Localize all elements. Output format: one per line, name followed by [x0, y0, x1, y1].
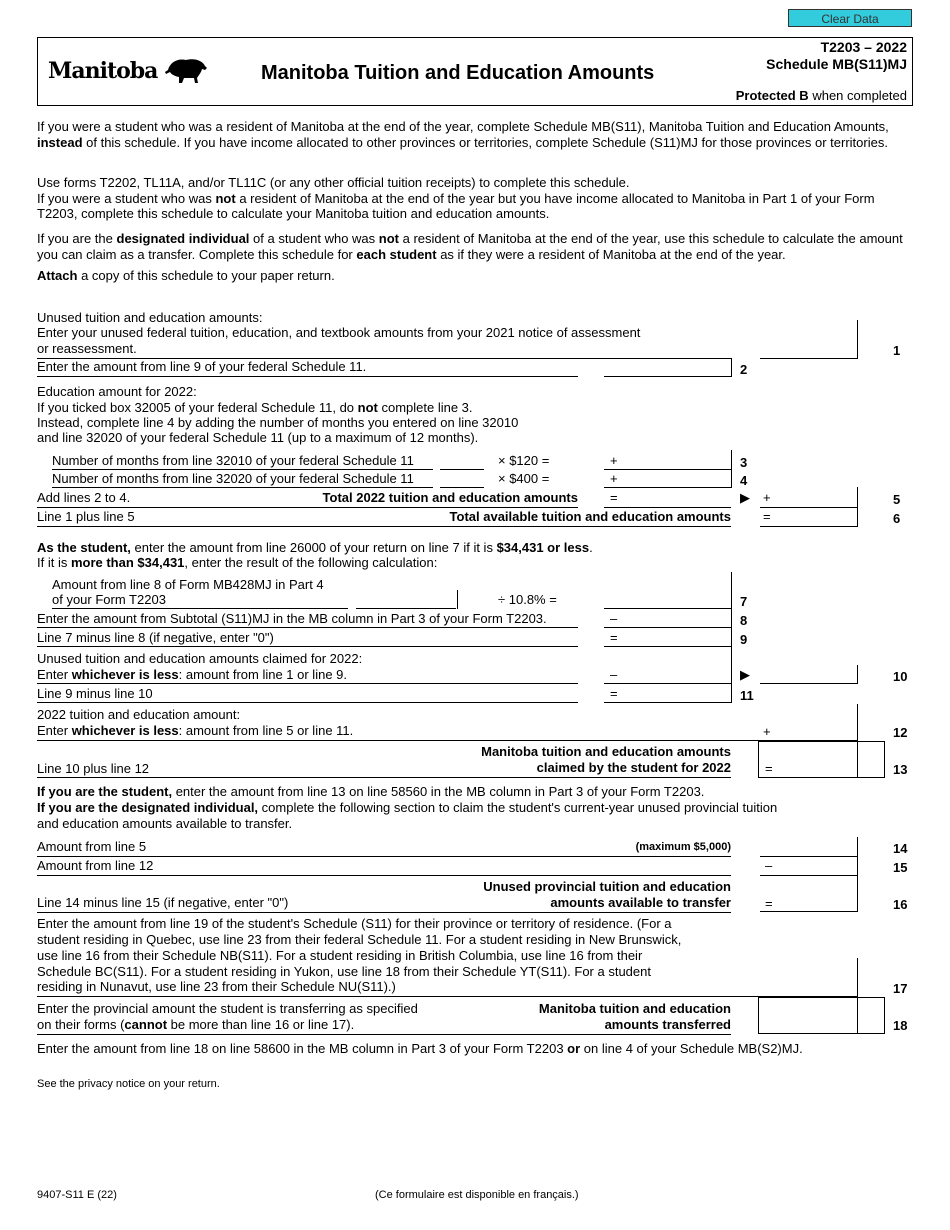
- line2-input[interactable]: [606, 360, 730, 376]
- line4-input[interactable]: [622, 471, 730, 487]
- line13-text: Line 10 plus line 12: [37, 761, 150, 776]
- line3-multiplier: × $120 =: [498, 453, 550, 468]
- line9-input[interactable]: [622, 630, 730, 646]
- line18-input[interactable]: [762, 1015, 855, 1031]
- line14-text: Amount from line 5: [37, 839, 147, 854]
- line7-input[interactable]: [606, 592, 730, 608]
- line15-text: Amount from line 12: [37, 858, 154, 873]
- line10-heading: Unused tuition and education amounts claimed for 2022:: [37, 651, 363, 666]
- form-code: 9407-S11 E (22): [37, 1189, 117, 1201]
- line-number-12: 12: [893, 725, 908, 740]
- line18-text-2: on their forms (cannot be more than line 16 or line 17).: [37, 1017, 355, 1032]
- line5-subtotal-input[interactable]: [622, 490, 730, 506]
- line6-label: Total available tuition and education amounts: [449, 509, 731, 524]
- line4-months-input[interactable]: [442, 471, 482, 487]
- line10-text: Enter whichever is less: amount from line 1 or line 9.: [37, 667, 347, 682]
- line14-input[interactable]: [762, 839, 855, 855]
- line7-divisor: ÷ 10.8% =: [498, 592, 557, 607]
- line15-input[interactable]: [777, 858, 855, 874]
- line-number-11: 11: [740, 688, 754, 703]
- line-number-18: 18: [893, 1018, 908, 1033]
- form-number: T2203 – 2022 Schedule MB(S11)MJ: [766, 39, 907, 72]
- line1-text: Enter your unused federal tuition, education, and textbook amounts from your 2021 notice of assessment: [37, 325, 641, 340]
- line11-input[interactable]: [622, 686, 730, 702]
- education-heading: Education amount for 2022:: [37, 384, 197, 399]
- designated-instruction-1: If you are the student, enter the amount from line 13 on line 58560 in the MB column in Part 3 of your Form T2203.: [37, 784, 705, 799]
- line-number-15: 15: [893, 860, 908, 875]
- line9-text: Line 7 minus line 8 (if negative, enter "0"): [37, 630, 274, 645]
- line16-label: Unused provincial tuition and education: [483, 879, 731, 894]
- protected-b-label: Protected B when completed: [735, 88, 907, 103]
- line-number-8: 8: [740, 613, 748, 628]
- line12-text: Enter whichever is less: amount from line 5 or line 11.: [37, 723, 354, 738]
- line3-input[interactable]: [622, 453, 730, 469]
- line16-input[interactable]: [777, 895, 855, 911]
- line10-subtotal-input[interactable]: [622, 667, 730, 683]
- intro-paragraph-4: Attach a copy of this schedule to your paper return.: [37, 268, 335, 283]
- line12-input[interactable]: [775, 724, 855, 740]
- line17-text-1: Enter the amount from line 19 of the student's Schedule (S11) for their province or territory of residence. (For a: [37, 916, 672, 931]
- line17-text-5: residing in Nunavut, use line 23 from their Schedule NU(S11).): [37, 979, 396, 994]
- clear-data-button[interactable]: Clear Data: [788, 9, 912, 27]
- privacy-notice: See the privacy notice on your return.: [37, 1078, 220, 1090]
- line-number-17: 17: [893, 981, 908, 996]
- line-number-9: 9: [740, 632, 748, 647]
- french-notice: (Ce formulaire est disponible en français.): [375, 1189, 579, 1201]
- line1-input[interactable]: [762, 341, 856, 357]
- education-text-2: Instead, complete line 4 by adding the number of months you entered on line 32010: [37, 415, 519, 430]
- line5-text: Add lines 2 to 4.: [37, 490, 131, 505]
- line-number-4: 4: [740, 473, 748, 488]
- form-title: Manitoba Tuition and Education Amounts: [261, 62, 655, 84]
- line14-max: (maximum $5,000): [635, 841, 731, 853]
- line17-text-4: Schedule BC(S11). For a student residing in Yukon, use line 18 from their Schedule YT(S11). For a student: [37, 964, 651, 979]
- line18-label: Manitoba tuition and education: [538, 1001, 731, 1016]
- bison-icon: [164, 56, 208, 84]
- line4-text: Number of months from line 32020 of your federal Schedule 11: [52, 471, 414, 486]
- education-text-3: and line 32020 of your federal Schedule 11 (up to a maximum of 12 months).: [37, 430, 479, 445]
- student-instruction-2: If it is more than $34,431, enter the result of the following calculation:: [37, 555, 438, 570]
- line-number-7: 7: [740, 594, 748, 609]
- line-number-2: 2: [740, 362, 748, 377]
- form-header: [37, 37, 913, 106]
- designated-instruction-3: and education amounts available to transfer.: [37, 816, 293, 831]
- intro-paragraph-1: If you were a student who was a resident of Manitoba at the end of the year, complete Schedule MB(S11), Manitoba Tuition and Education Amounts, instead of this schedule. If you have income allocated to other provinces or territories, complete Schedule (S11)MJ for those provinces or territories.: [37, 119, 889, 150]
- line7-text-2: of your Form T2203: [52, 592, 166, 607]
- intro-paragraph-3: If you are the designated individual of a student who was not a resident of Manitoba at the end of the year, use this schedule to calculate the amount you can claim as a transfer. Complete this schedule for each student as if they were a resident of Manitoba at the end of the year.: [37, 231, 903, 262]
- line-number-10: 10: [893, 669, 908, 684]
- line13-input[interactable]: [777, 760, 855, 776]
- line16-label-2: amounts available to transfer: [550, 895, 731, 910]
- line8-input[interactable]: [622, 611, 730, 627]
- final-instruction: Enter the amount from line 18 on line 58600 in the MB column in Part 3 of your Form T2203 or on line 4 of your Schedule MB(S2)MJ.: [37, 1041, 803, 1056]
- line-number-5: 5: [893, 492, 901, 507]
- line11-text: Line 9 minus line 10: [37, 686, 153, 701]
- line-number-13: 13: [893, 762, 908, 777]
- line6-input[interactable]: [775, 509, 855, 525]
- line6-text: Line 1 plus line 5: [37, 509, 135, 524]
- line13-label-2: claimed by the student for 2022: [536, 760, 731, 775]
- line-number-1: 1: [893, 343, 901, 358]
- intro-paragraph-2: Use forms T2202, TL11A, and/or TL11C (or any other official tuition receipts) to complete this schedule. If you were a student who was not a resident of Manitoba at the end of the year but you have income allocated to Manitoba in Part 1 of your Form T2203, complete this schedule to calculate your Manitoba tuition and education amounts.: [37, 175, 875, 221]
- manitoba-logo: Manitoba: [48, 56, 208, 84]
- line-number-3: 3: [740, 455, 748, 470]
- line-number-16: 16: [893, 897, 908, 912]
- line17-input[interactable]: [762, 978, 855, 994]
- line17-text-2: student residing in Quebec, use line 23 from their federal Schedule 11. For a student residing in New Brunswick,: [37, 932, 682, 947]
- line18-label-2: amounts transferred: [604, 1017, 731, 1032]
- line12-heading: 2022 tuition and education amount:: [37, 707, 241, 722]
- line1-heading: Unused tuition and education amounts:: [37, 310, 263, 325]
- line17-text-3: use line 16 from their Schedule NB(S11). For a student residing in British Columbia, use line 16 from their: [37, 948, 643, 963]
- line7-text: Amount from line 8 of Form MB428MJ in Part 4: [52, 577, 324, 592]
- line7-amount-input[interactable]: [358, 592, 454, 608]
- designated-instruction-2: If you are the designated individual, complete the following section to claim the student's current-year unused provincial tuition: [37, 800, 778, 815]
- line2-text: Enter the amount from line 9 of your federal Schedule 11.: [37, 359, 367, 374]
- line4-multiplier: × $400 =: [498, 471, 550, 486]
- line3-text: Number of months from line 32010 of your federal Schedule 11: [52, 453, 414, 468]
- line1-text-2: or reassessment.: [37, 341, 137, 356]
- line-number-14: 14: [893, 841, 908, 856]
- line5-input[interactable]: [775, 490, 855, 506]
- line13-label: Manitoba tuition and education amounts: [481, 744, 731, 759]
- line16-text: Line 14 minus line 15 (if negative, enter "0"): [37, 895, 289, 910]
- education-text-1: If you ticked box 32005 of your federal Schedule 11, do not complete line 3.: [37, 400, 473, 415]
- line3-months-input[interactable]: [442, 453, 482, 469]
- line18-text-1: Enter the provincial amount the student is transferring as specified: [37, 1001, 418, 1016]
- line8-text: Enter the amount from Subtotal (S11)MJ in the MB column in Part 3 of your Form T2203.: [37, 611, 547, 626]
- line5-label: Total 2022 tuition and education amounts: [322, 490, 578, 505]
- line10-input[interactable]: [762, 667, 855, 683]
- student-instruction-1: As the student, enter the amount from line 26000 of your return on line 7 if it is $34,431 or less.: [37, 540, 593, 555]
- line-number-6: 6: [893, 511, 901, 526]
